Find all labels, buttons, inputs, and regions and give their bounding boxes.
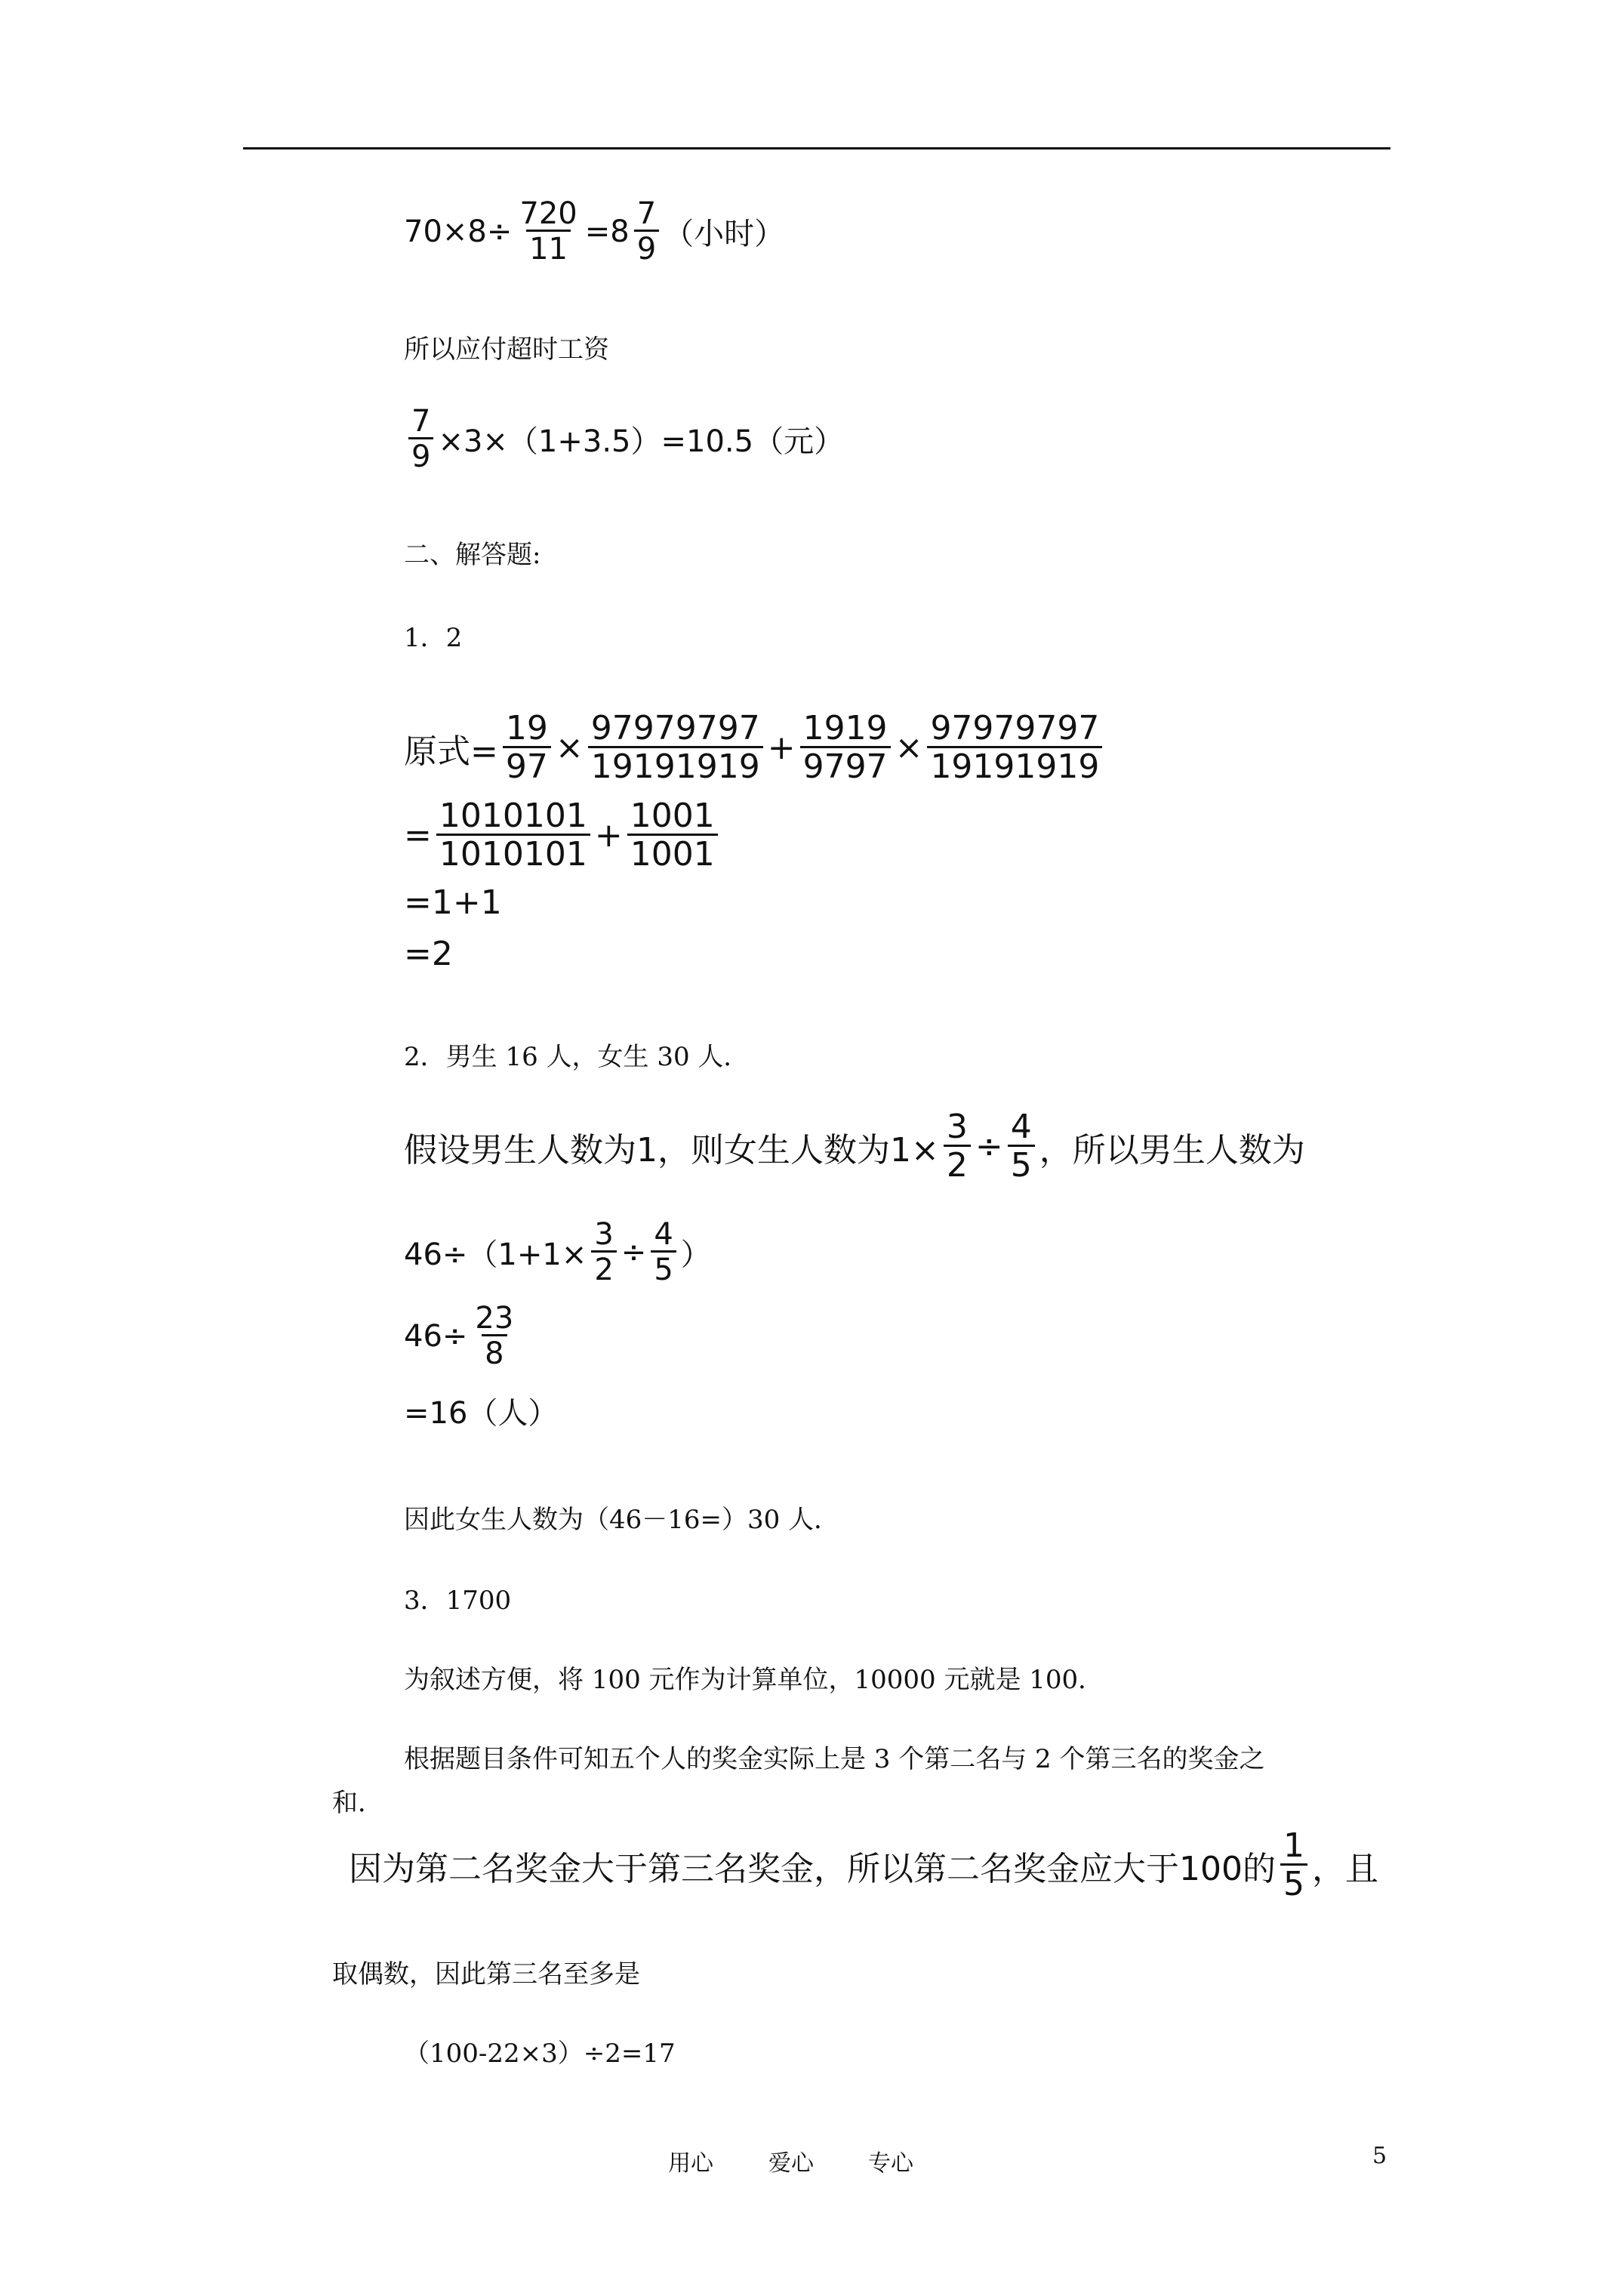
q1-formula-line2: = $\frac{1010101}{1010101}$ + $\frac{1001}{1001}$ [404, 799, 722, 872]
fraction: $\frac{720}{11}$ [519, 196, 577, 267]
formula-text: =8 [584, 214, 630, 249]
q2-formula-line2: 46÷ $\frac{23}{8}$ [404, 1302, 521, 1370]
question-3-answer: 3．1700 [404, 1586, 512, 1616]
formula-text: ×3×（1+3.5）=10.5（元） [438, 424, 845, 459]
fraction: $\frac{97979797}{19191919}$ [927, 711, 1102, 784]
footer-text-3: 专心 [868, 2150, 913, 2177]
q2-assumption-line: 假设男生人数为1，则女生人数为1× $\frac{3}{2}$ ÷ $\frac{4}{5}$ ，所以男生人数为 [404, 1108, 1305, 1185]
question-2-answer: 2．男生 16 人，女生 30 人． [404, 1042, 750, 1072]
fraction: $\frac{1010101}{1010101}$ [436, 799, 590, 872]
q1-formula-line1: 原式= $\frac{19}{97}$ × $\frac{97979797}{19191919}$ + $\frac{1919}{9797}$ × $\frac{97979797}{19191919}$ [404, 711, 1107, 784]
fraction: $\frac{4}{5}$ [1008, 1110, 1035, 1183]
fraction: $\frac{7}{9}$ [634, 198, 659, 265]
footer-text-1: 用心 [668, 2150, 713, 2177]
q3-paragraph-1: 为叙述方便，将 100 元作为计算单位，10000 元就是 100． [404, 1665, 1104, 1695]
header-rule [243, 147, 1390, 149]
paragraph-overtime-pay: 所以应付超时工资 [404, 334, 609, 365]
fraction: $\frac{7}{9}$ [408, 405, 433, 473]
q1-formula-line3: =1+1 [404, 883, 502, 922]
section-heading: 二、解答题: [404, 540, 541, 570]
q3-formula: （100-22×3）÷2=17 [404, 2039, 676, 2069]
fraction: $\frac{19}{97}$ [503, 711, 551, 784]
formula-overtime-hours [404, 198, 784, 265]
q2-formula-line1: 46÷（1+1× $\frac{3}{2}$ ÷ $\frac{4}{5}$ ） [404, 1217, 711, 1287]
fraction: $\frac{3}{2}$ [591, 1219, 616, 1286]
q1-formula-line4: =2 [404, 935, 453, 973]
q3-paragraph-2a: 根据题目条件可知五个人的奖金实际上是 3 个第二名与 2 个第三名的奖金之 [404, 1744, 1265, 1774]
fraction: $\frac{3}{2}$ [944, 1110, 971, 1183]
fraction: $\frac{1919}{9797}$ [800, 711, 891, 784]
page-number: 5 [1372, 2143, 1387, 2169]
fraction: $\frac{1}{5}$ [1280, 1829, 1307, 1902]
q2-formula-line3: =16（人） [404, 1396, 559, 1431]
fraction: $\frac{23}{8}$ [475, 1301, 514, 1371]
fraction: $\frac{4}{5}$ [651, 1219, 676, 1286]
fraction: $\frac{1001}{1001}$ [627, 799, 718, 872]
q3-paragraph-3: 因为第二名奖金大于第三名奖金，所以第二名奖金应大于100的 $\frac{1}{5}$ ，且 [349, 1826, 1378, 1904]
formula-overtime-pay [404, 405, 844, 473]
q3-paragraph-2b: 和． [332, 1788, 383, 1818]
unit-text: （小时） [664, 217, 785, 251]
formula-text: 70×8÷ [404, 214, 513, 249]
fraction: $\frac{97979797}{19191919}$ [588, 711, 763, 784]
q2-conclusion: 因此女生人数为（46－16=）30 人． [404, 1505, 840, 1535]
footer-text-2: 爱心 [768, 2150, 814, 2177]
q3-paragraph-4: 取偶数，因此第三名至多是 [332, 1959, 640, 1989]
question-1-answer: 1．2 [404, 623, 463, 653]
